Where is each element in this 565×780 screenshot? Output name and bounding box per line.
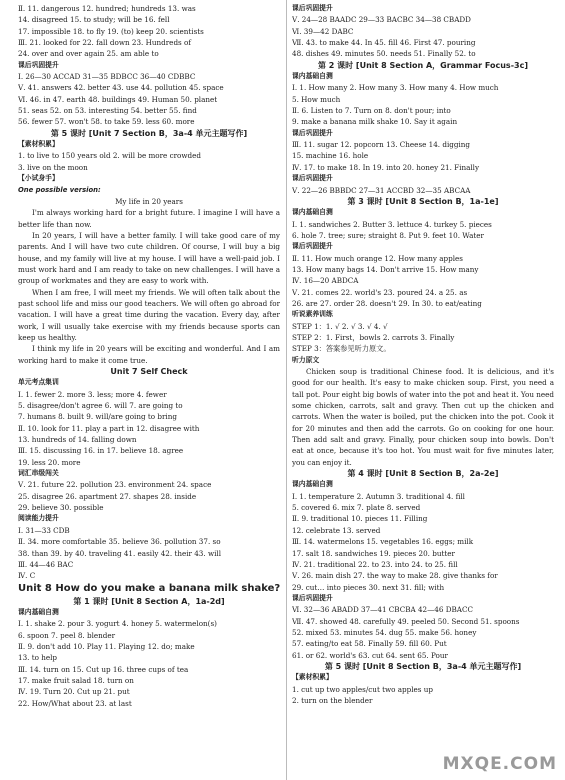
left-line: Ⅴ. 41. answers 42. better 43. use 44. pollution 45. space [18,83,224,93]
left-line: 19. less 20. more [18,457,81,467]
right-line: Ⅴ. 26. main dish 27. the way to make 28. give thanks for [292,571,498,581]
left-line: One possible version: [18,185,101,194]
right-line: 课内基础自测 [292,208,333,217]
right-line: 课内基础自测 [292,480,333,489]
right-line: Ⅱ. 9. traditional 10. pieces 11. Filling [292,514,428,524]
left-line: 单元考点集训 [18,378,59,387]
left-line: Ⅱ. 10. look for 11. play a part in 12. disagree with [18,423,200,433]
right-line: 52. mixed 53. minutes 54. dug 55. make 56. honey [292,627,477,637]
left-line: Unit 7 Self Check [110,367,188,376]
left-line: 22. How/What about 23. at last [18,698,132,708]
right-line: 1. cut up two apples/cut two apples up [292,684,434,694]
right-line: Ⅳ. 21. traditional 22. to 23. into 24. to 25. fill [292,559,458,569]
left-line: 【小试身手】 [18,174,59,183]
right-line: Ⅰ. 1. How many 2. How many 3. How many 4. How much [292,83,499,93]
left-line: Ⅳ. 19. Turn 20. Cut up 21. put [18,687,130,697]
right-line: 第 2 课时 [Unit 8 Section A，Grammar Focus-3c] [318,60,528,70]
left-line: Ⅱ. 9. don't add 10. Play 11. Playing 12. do; make [18,641,195,651]
left-line: Ⅱ. 11. dangerous 12. hundred; hundreds 13. was [18,4,196,13]
right-line: 课后巩固提升 [292,593,333,602]
left-line: 17. impossible 18. to fly 19. (to) keep 20. scientists [18,26,204,36]
left-line: 6. spoon 7. peel 8. blender [18,630,116,640]
right-line: 12. celebrate 13. served [292,525,381,535]
right-line: Ⅵ. 39—42 DABC [292,26,354,36]
left-line: Ⅲ. 44—46 BAC [18,559,74,569]
left-line: 课后巩固提升 [18,60,59,69]
left-line: 【素材积累】 [18,140,59,149]
right-line: 听说素养训练 [292,310,333,319]
left-line: Ⅰ. 1. fewer 2. more 3. less; more 4. fewer [18,389,167,399]
left-line: In 20 years, I will have a better family. I will take good care of my parents. And I will have two cute children. Of course, I will buy a big house, and my family will live at my house. I will have a well-paid job. I must work hard and I am ready to take on new challenges. I will have a group of workmates and they are easy to work with. [18,230,280,286]
left-line: 第 1 课时 [Unit 8 Section A，1a-2d] [73,596,225,606]
left-line: 课内基础自测 [18,607,59,616]
left-line: 25. disagree 26. apartment 27. shapes 28. inside [18,491,197,501]
right-line: Ⅰ. 1. sandwiches 2. Butter 3. lettuce 4. turkey 5. pieces [292,219,492,229]
right-line: 57. eating/to eat 58. Finally 59. fill 60. Put [292,639,447,649]
right-line: 61. or 62. world's 63. cut 64. sent 65. Pour [292,650,448,660]
left-line: Ⅲ. 15. discussing 16. in 17. believe 18. agree [18,446,184,456]
left-line: 13. hundreds of 14. falling down [18,435,137,445]
left-line: 29. believe 30. possible [18,503,104,513]
left-line: 7. humans 8. built 9. will/are going to bring [18,412,177,422]
right-line: Ⅴ. 21. comes 22. world's 23. poured 24. a 25. as [292,287,468,297]
right-line: Ⅲ. 11. sugar 12. popcorn 13. Cheese 14. digging [292,140,471,150]
right-line: 15. machine 16. hole [292,151,369,161]
left-line: 第 5 课时 [Unit 7 Section B，3a-4 单元主题写作] [50,128,248,138]
right-line: Ⅲ. 14. watermelons 15. vegetables 16. eggs; milk [292,537,474,547]
left-line: Ⅳ. C [18,571,36,581]
left-line: My life in 20 years [115,196,183,206]
left-line: Ⅲ. 14. turn on 15. Cut up 16. three cups of tea [18,664,189,674]
right-line: Ⅴ. 24—28 BAADC 29—33 BACBC 34—38 CBADD [292,15,471,25]
right-line: 13. How many bags 14. Don't arrive 15. How many [292,264,479,274]
right-line: 5. covered 6. mix 7. plate 8. served [292,503,421,513]
left-line: 3. live on the moon [18,162,88,172]
right-line: 5. How much [292,94,341,104]
left-line: Ⅴ. 21. future 22. pollution 23. environment 24. space [18,480,212,490]
right-line: 课后巩固提升 [292,4,333,12]
right-line: 2. turn on the blender [292,695,373,705]
right-line: 9. make a banana milk shake 10. Say it again [292,117,458,127]
right-line: STEP 2：1. First，bowls 2. carrots 3. Finally [292,332,455,342]
right-line: Ⅶ. 47. showed 48. carefully 49. peeled 50. Second 51. spoons [292,616,520,626]
left-line: 38. than 39. by 40. traveling 41. easily 42. their 43. will [18,548,221,558]
right-line: 26. are 27. order 28. doesn't 29. In 30. to eat/eating [292,298,482,308]
left-line: 56. fewer 57. won't 58. to take 59. less 60. more [18,117,195,127]
right-line: Ⅱ. 11. How much orange 12. How many apples [292,253,463,263]
right-line: STEP 3：答案参见听力原文。 [292,344,391,354]
left-line: Ⅰ. 1. shake 2. pour 3. yogurt 4. honey 5. watermelon(s) [18,619,217,629]
right-line: 课后巩固提升 [292,242,333,251]
left-line: I think my life in 20 years will be exciting and wonderful. And I am working hard to make it come true. [18,344,280,365]
right-line: 听力原文 [292,355,320,364]
right-line: 第 5 课时 [Unit 8 Section B，3a-4 单元主题写作] [324,661,522,671]
left-line: Ⅵ. 46. in 47. earth 48. buildings 49. Human 50. planet [18,94,218,104]
left-line: 阅读能力提升 [18,514,59,523]
left-line: 17. make fruit salad 18. turn on [18,675,134,685]
right-line: 17. salt 18. sandwiches 19. pieces 20. butter [292,548,455,558]
left-column [18,3,280,709]
right-line: 48. dishes 49. minutes 50. needs 51. Finally 52. to [292,49,476,59]
right-line: Chicken soup is traditional Chinese food. It is delicious, and it's good for our health. It's easy to make chicken soup. First, you need a tall pot. Pour eight big bowls of water into the pot and heat it. You need some chicken, carrots, salt and gravy. Then cut up the chicken and carrots. When the water is boiled, put the chicken into the pot. Cook it for 20 minutes and then add the carrots. Go on cooking for one hour. Then add salt and gravy. Finally, pour chicken soup into bowls. Don't eat at once, because it's too hot. You must wait for five minutes later, you can enjoy it. [292,367,554,467]
left-line: I'm always working hard for a bright future. I imagine I will have a better life than now. [18,208,280,229]
right-column [292,3,554,706]
watermark: MXQE.COM [442,754,557,774]
right-line: Ⅰ. 1. temperature 2. Autumn 3. traditional 4. fill [292,491,465,501]
left-line: Ⅲ. 21. looked for 22. fall down 23. Hundreds of [18,38,192,48]
left-line: 1. to live to 150 years old 2. will be more crowded [18,151,201,161]
right-line: 课后巩固提升 [292,128,333,137]
left-line: 14. disagreed 15. to study; will be 16. fell [18,15,170,25]
left-line: 51. seas 52. on 53. interesting 54. better 55. find [18,106,197,116]
right-line: 第 4 课时 [Unit 8 Section B，2a-2e] [347,469,499,479]
right-line: Ⅳ. 17. to make 18. In 19. into 20. honey 21. Finally [292,162,480,172]
left-line: 13. to help [18,653,57,663]
left-line: Ⅱ. 34. more comfortable 35. believe 36. pollution 37. so [18,537,221,547]
right-line: 课后巩固提升 [292,174,333,183]
right-line: Ⅴ. 22—26 BBBDC 27—31 ACCBD 32—35 ABCAA [292,185,471,195]
left-line: Unit 8 How do you make a banana milk shake? [18,582,280,594]
right-line: Ⅵ. 32—36 ABADD 37—41 CBCBA 42—46 DBACC [292,605,473,615]
right-line: 第 3 课时 [Unit 8 Section B，1a-1e] [347,196,499,206]
right-line: Ⅶ. 43. to make 44. In 45. fill 46. First 47. pouring [292,38,476,48]
right-line: Ⅱ. 6. Listen to 7. Turn on 8. don't pour; into [292,106,451,116]
right-line: STEP 1：1. √ 2. √ 3. √ 4. √ [292,321,388,331]
left-line: 词汇串级闯关 [18,469,59,478]
left-line: Ⅰ. 26—30 ACCAD 31—35 BDBCC 36—40 CDBBC [18,72,196,82]
left-line: Ⅰ. 31—33 CDB [18,525,70,535]
right-line: Ⅳ. 16—20 ABDCA [292,276,359,286]
left-line: 24. over and over again 25. am able to [18,49,159,59]
right-line: 29. cut… into pieces 30. next 31. fill; with [292,582,445,592]
right-line: 【素材积累】 [292,673,333,682]
column-divider [286,0,287,780]
left-line: When I am free, I will meet my friends. We will often talk about the past school life and miss our good teachers. We will often go abroad for vacation. I will have a great time during the vacation. Every day, after work, I will usually take exercise with my friends because sports can keep us healthy. [18,287,280,342]
left-line: 5. disagree/don't agree 6. will 7. are going to [18,401,183,411]
right-line: 课内基础自测 [292,72,333,81]
right-line: 6. hole 7. tree; sure; straight 8. Put 9. feet 10. Water [292,230,484,240]
